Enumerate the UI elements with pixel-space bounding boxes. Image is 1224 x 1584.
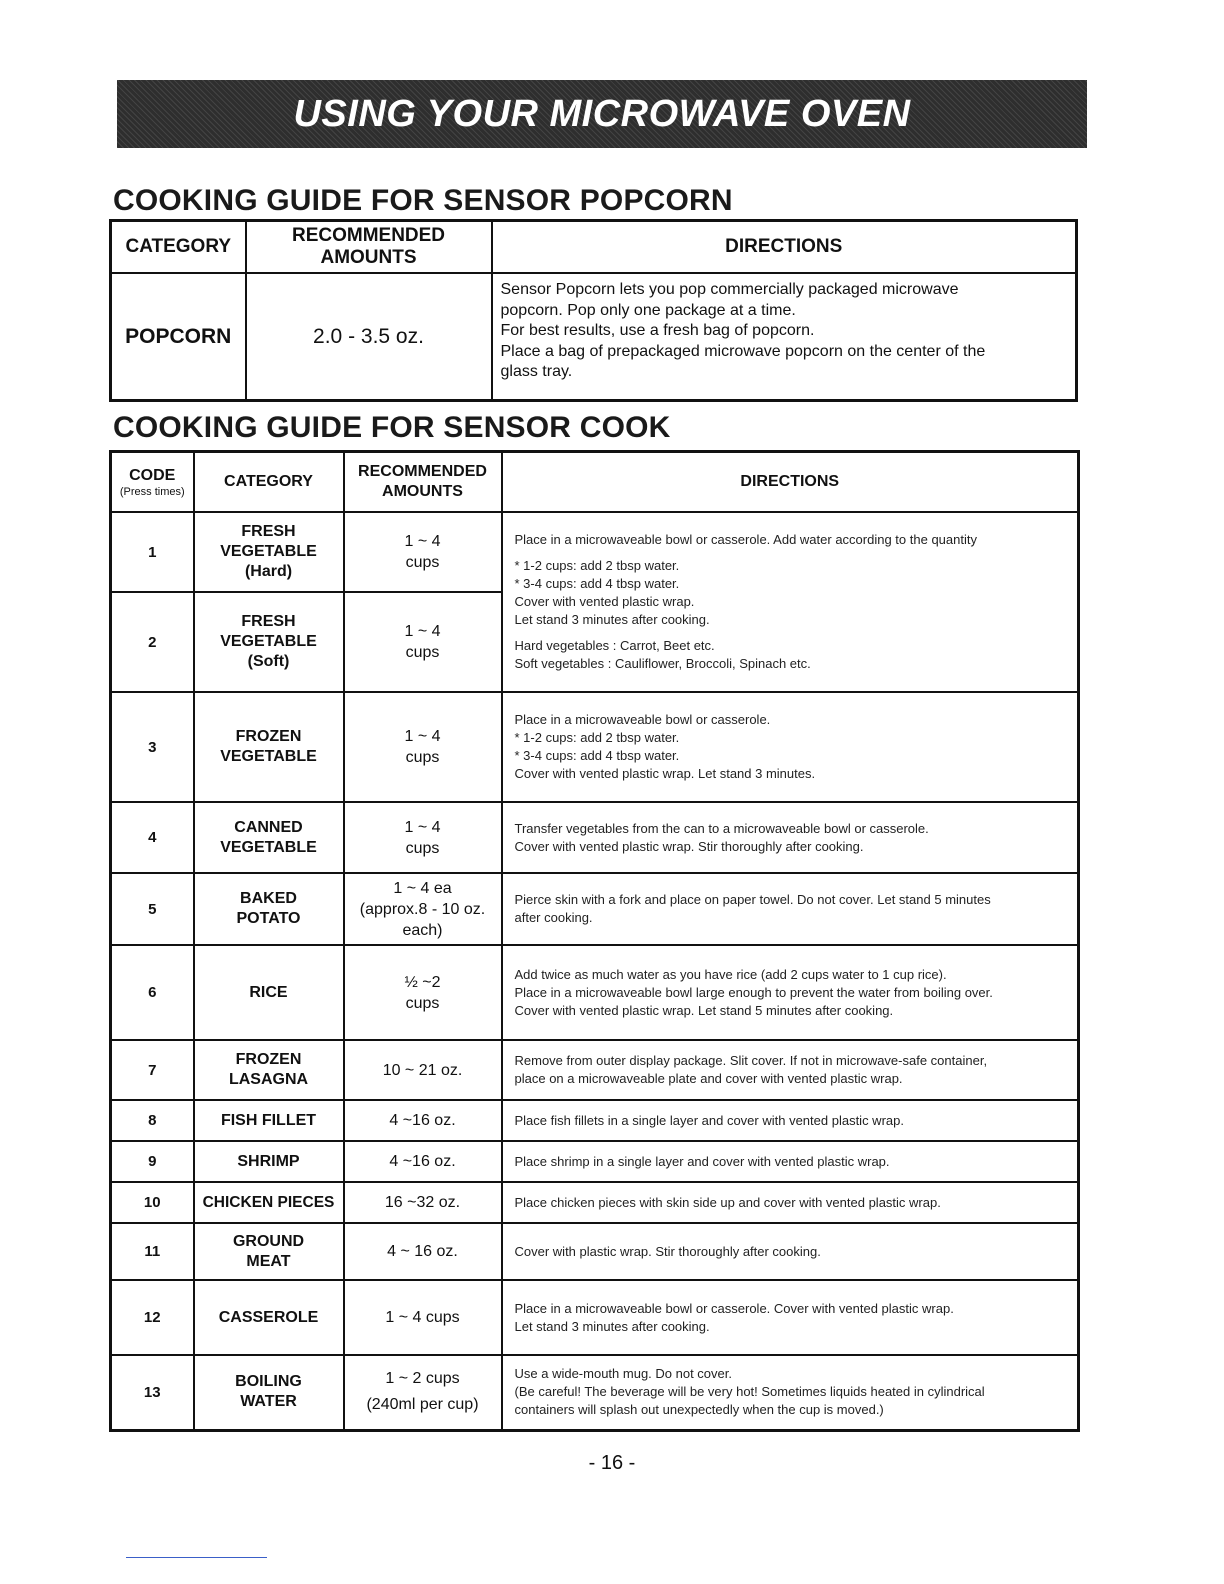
page-banner [117, 80, 1087, 148]
row-category: SHRIMP [194, 1141, 344, 1182]
row-directions [502, 512, 1079, 692]
table-row [111, 1040, 1079, 1100]
table-row [111, 692, 1079, 802]
row-code: 13 [111, 1355, 194, 1430]
header-amounts: RECOMMENDED AMOUNTS [246, 221, 492, 274]
row-category: FROZEN VEGETABLE [194, 692, 344, 802]
row-code: 6 [111, 945, 194, 1040]
header-code-sub: (Press times) [119, 486, 185, 498]
direction-line: Hard vegetables : Carrot, Beet etc. [514, 638, 715, 653]
row-amount: 4 ~ 16 oz. [344, 1223, 502, 1280]
row-amount: 1 ~ 2 cups (240ml per cup) [344, 1355, 502, 1430]
direction-line: Use a wide-mouth mug. Do not cover. [514, 1366, 732, 1382]
banner-title: USING YOUR MICROWAVE OVEN [293, 92, 911, 135]
row-code: 11 [111, 1223, 194, 1280]
direction-line: Let stand 3 minutes after cooking. [514, 612, 710, 627]
header-amounts: RECOMMENDED AMOUNTS [344, 452, 502, 513]
header-category: CATEGORY [194, 452, 344, 513]
row-category: RICE [194, 945, 344, 1040]
direction-line: Add twice as much water as you have rice (add 2 cups water to 1 cup rice). [514, 966, 947, 982]
header-code-label: CODE [129, 467, 176, 484]
table-row [111, 1182, 1079, 1223]
popcorn-heading: COOKING GUIDE FOR SENSOR POPCORN [113, 184, 733, 217]
row-code: 2 [111, 592, 194, 692]
direction-line: Place in a microwaveable bowl or casserole. [514, 712, 771, 727]
direction-line: after cooking. [514, 910, 593, 925]
row-code: 12 [111, 1280, 194, 1355]
row-category: CANNED VEGETABLE [194, 802, 344, 873]
row-amount: 1 ~ 4 cups [344, 802, 502, 873]
row-category: FRESH VEGETABLE (Hard) [194, 512, 344, 592]
cook-header-row [111, 452, 1079, 513]
row-amount: 10 ~ 21 oz. [344, 1040, 502, 1100]
row-category: FRESH VEGETABLE (Soft) [194, 592, 344, 692]
direction-line: Cover with plastic wrap. Stir thoroughly after cooking. [514, 1243, 821, 1259]
table-row [111, 1355, 1079, 1430]
row-code: 10 [111, 1182, 194, 1223]
direction-line: popcorn. Pop only one package at a time. [500, 301, 796, 319]
row-amount: 16 ~32 oz. [344, 1182, 502, 1223]
header-directions: DIRECTIONS [502, 452, 1079, 513]
row-amount: 1 ~ 4 cups [344, 592, 502, 692]
direction-line: * 3-4 cups: add 4 tbsp water. [514, 748, 680, 763]
direction-line: Remove from outer display package. Slit cover. If not in microwave-safe container, [514, 1053, 988, 1068]
row-category: BOILING WATER [194, 1355, 344, 1430]
row-code: 8 [111, 1100, 194, 1141]
popcorn-header-row [111, 221, 1077, 274]
popcorn-category: POPCORN [111, 273, 246, 401]
direction-line: Let stand 3 minutes after cooking. [514, 1318, 710, 1334]
row-code: 3 [111, 692, 194, 802]
direction-line: Place in a microwaveable bowl or casserole. Cover with vented plastic wrap. [514, 1300, 954, 1316]
row-amount: 1 ~ 4 cups [344, 692, 502, 802]
row-category: FROZEN LASAGNA [194, 1040, 344, 1100]
direction-line: Place a bag of prepackaged microwave popcorn on the center of the [500, 342, 986, 360]
row-amount: ½ ~2 cups [344, 945, 502, 1040]
direction-line: Cover with vented plastic wrap. [514, 594, 695, 609]
direction-line: * 3-4 cups: add 4 tbsp water. [514, 576, 680, 591]
row-code: 4 [111, 802, 194, 873]
direction-line: * 1-2 cups: add 2 tbsp water. [514, 558, 680, 573]
row-amount: 4 ~16 oz. [344, 1141, 502, 1182]
direction-line: Place fish fillets in a single layer and cover with vented plastic wrap. [514, 1112, 904, 1128]
table-row [111, 945, 1079, 1040]
row-amount: 1 ~ 4 cups [344, 512, 502, 592]
header-code [111, 452, 194, 513]
row-code: 1 [111, 512, 194, 592]
row-directions [502, 873, 1079, 945]
row-directions [502, 1040, 1079, 1100]
sensor-cook-heading: COOKING GUIDE FOR SENSOR COOK [113, 411, 671, 444]
table-row [111, 873, 1079, 945]
row-directions [502, 945, 1079, 1040]
direction-line: Sensor Popcorn lets you pop commercially packaged microwave [500, 281, 959, 298]
direction-line: (Be careful! The beverage will be very hot! Sometimes liquids heated in cylindrical [514, 1384, 985, 1400]
direction-line: Cover with vented plastic wrap. Stir thoroughly after cooking. [514, 838, 864, 854]
direction-line: Transfer vegetables from the can to a microwaveable bowl or casserole. [514, 820, 929, 836]
footer-divider [126, 1557, 267, 1558]
row-amount: 4 ~16 oz. [344, 1100, 502, 1141]
popcorn-directions [492, 273, 1077, 401]
row-category: CHICKEN PIECES [194, 1182, 344, 1223]
row-directions [502, 692, 1079, 802]
direction-line: * 1-2 cups: add 2 tbsp water. [514, 730, 680, 745]
row-directions [502, 802, 1079, 873]
row-directions [502, 1280, 1079, 1355]
popcorn-row [111, 273, 1077, 401]
direction-line: Place shrimp in a single layer and cover with vented plastic wrap. [514, 1153, 890, 1169]
header-directions: DIRECTIONS [492, 221, 1077, 274]
direction-line: Place chicken pieces with skin side up and cover with vented plastic wrap. [514, 1194, 941, 1210]
table-row [111, 1280, 1079, 1355]
table-row [111, 512, 1079, 592]
direction-line: place on a microwaveable plate and cover with vented plastic wrap. [514, 1071, 903, 1086]
direction-line: Cover with vented plastic wrap. Let stand 5 minutes after cooking. [514, 1002, 894, 1018]
direction-line: Place in a microwaveable bowl large enough to prevent the water from boiling over. [514, 984, 993, 1000]
row-code: 5 [111, 873, 194, 945]
row-category: BAKED POTATO [194, 873, 344, 945]
row-directions [502, 1141, 1079, 1182]
sensor-cook-table [109, 450, 1080, 1432]
table-row [111, 1223, 1079, 1280]
row-directions [502, 1100, 1079, 1141]
row-directions [502, 1355, 1079, 1430]
table-row [111, 802, 1079, 873]
page-number: - 16 - [588, 1452, 636, 1474]
popcorn-table [109, 219, 1078, 402]
direction-line: containers will splash out unexpectedly when the cup is moved.) [514, 1402, 884, 1418]
row-code: 9 [111, 1141, 194, 1182]
popcorn-amount: 2.0 - 3.5 oz. [246, 273, 492, 401]
direction-line: Place in a microwaveable bowl or casserole. Add water according to the quantity [514, 532, 977, 547]
row-directions [502, 1182, 1079, 1223]
row-amount: 1 ~ 4 cups [344, 1280, 502, 1355]
direction-line: For best results, use a fresh bag of popcorn. [500, 322, 815, 339]
row-directions [502, 1223, 1079, 1280]
direction-line: Pierce skin with a fork and place on paper towel. Do not cover. Let stand 5 minutes [514, 892, 991, 907]
table-row [111, 1100, 1079, 1141]
header-category: CATEGORY [111, 221, 246, 274]
row-code: 7 [111, 1040, 194, 1100]
row-category: FISH FILLET [194, 1100, 344, 1141]
row-amount: 1 ~ 4 ea (approx.8 - 10 oz. each) [344, 873, 502, 945]
direction-line: glass tray. [500, 363, 573, 380]
direction-line: Cover with vented plastic wrap. Let stand 3 minutes. [514, 766, 816, 781]
row-category: CASSEROLE [194, 1280, 344, 1355]
row-category: GROUND MEAT [194, 1223, 344, 1280]
table-row [111, 1141, 1079, 1182]
direction-line: Soft vegetables : Cauliflower, Broccoli, Spinach etc. [514, 656, 811, 671]
